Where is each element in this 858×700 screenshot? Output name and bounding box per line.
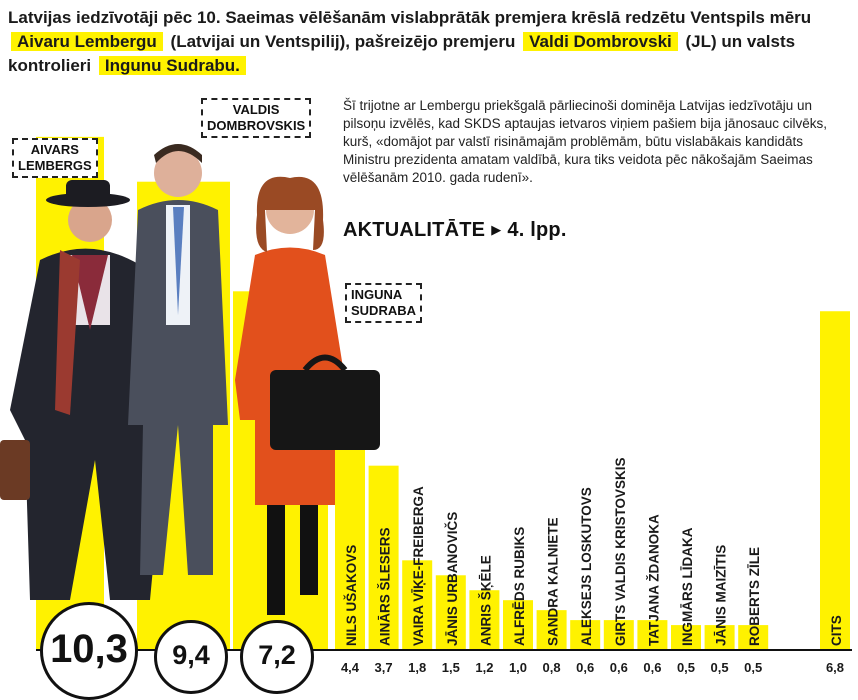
category-label: JĀNIS URBANOVIČS	[444, 511, 460, 646]
headline-text-1: Latvijas iedzīvotāji pēc 10. Saeimas vēlēšanām vislabprātāk premjera krēslā redzētu Ventspils mēru	[8, 8, 812, 27]
value-label: 1,2	[475, 660, 494, 675]
headline	[8, 6, 848, 78]
section-reference	[343, 219, 567, 242]
category-label: ALEKSEJS LOSKUTOVS	[579, 487, 595, 646]
category-label: INGMĀRS LĪDAKA	[680, 527, 695, 646]
headline-text-2: (Latvijai un Ventspilij), pašreizējo premjeru	[170, 32, 516, 51]
value-label: 0,6	[643, 660, 662, 675]
category-label: NILS UŠAKOVS	[344, 544, 359, 646]
value-label: 0,8	[542, 660, 561, 675]
value-label: 0,5	[744, 660, 763, 675]
big-value-lembergs: 10,3	[40, 602, 138, 700]
callout-dombrovskis	[201, 98, 311, 138]
big-value-sudraba: 7,2	[240, 620, 314, 694]
category-label: CITS	[829, 615, 844, 646]
callout-sudraba	[345, 283, 422, 323]
value-label: 0,6	[609, 660, 628, 675]
callout-line: AIVARS	[30, 142, 79, 157]
headline-name-lembergs: Aivaru Lembergu	[11, 32, 163, 51]
headline-name-dombrovskis: Valdi Dombrovski	[523, 32, 678, 51]
callout-line: INGUNA	[351, 287, 403, 302]
value-label: 3,7	[374, 660, 393, 675]
callout-lembergs	[12, 138, 98, 178]
headline-name-sudraba: Ingunu Sudrabu.	[99, 56, 246, 75]
body-text: Šī trijotne ar Lembergu priekšgalā pārliecinoši dominēja Latvijas iedzīvotāju un pilsoņu izvēlēs, kad SKDS aptaujas ietvaros viņiem pašiem bija jānosauc cilvēks, kurš, «domājot par valstī risināmajām problēmām, būtu vislabākais kandidāts Ministru prezidenta amatam valdībā, kura tiks veidota pēc nākošajām Saeimas vēlēšanām 2010. gada rudenī».	[343, 98, 827, 185]
callout-line: LEMBERGS	[18, 158, 92, 173]
callout-line: VALDIS	[232, 102, 280, 117]
section-name: AKTUALITĀTE	[343, 219, 486, 241]
value-label: 0,6	[576, 660, 595, 675]
value-label: 1,0	[508, 660, 528, 675]
value-label: 0,5	[676, 660, 696, 675]
big-value-dombrovskis: 9,4	[154, 620, 228, 694]
value-label: 6,8	[825, 660, 845, 675]
category-label: ROBERTS ZĪLE	[747, 546, 763, 646]
arrow-right-icon: ▶	[491, 222, 502, 237]
category-label: AINĀRS ŠLESERS	[377, 527, 393, 646]
category-label: JĀNIS MAIZĪTIS	[713, 544, 729, 646]
headline-text-3: (JL) un valsts kontrolieri	[8, 32, 796, 75]
category-label: SANDRA KALNIETE	[545, 517, 561, 646]
value-label: 1,5	[441, 660, 460, 675]
callout-line: DOMBROVSKIS	[207, 118, 306, 133]
category-label: ANRIS ŠĶĒLE	[478, 555, 494, 646]
bar-16	[820, 311, 850, 650]
category-label: GIRTS VALDIS KRISTOVSKIS	[612, 457, 628, 646]
category-label: TATJANA ŽDANOKA	[646, 514, 662, 646]
value-label: 4,4	[340, 660, 360, 675]
value-label: 0,5	[710, 660, 729, 675]
callout-line: SUDRABA	[351, 303, 416, 318]
value-label: 1,8	[408, 660, 427, 675]
category-label: VAIRA VĪĶE-FREIBERGA	[411, 486, 427, 646]
category-label: ALFRĒDS RUBIKS	[512, 526, 527, 646]
page-reference: 4. lpp.	[507, 219, 567, 241]
